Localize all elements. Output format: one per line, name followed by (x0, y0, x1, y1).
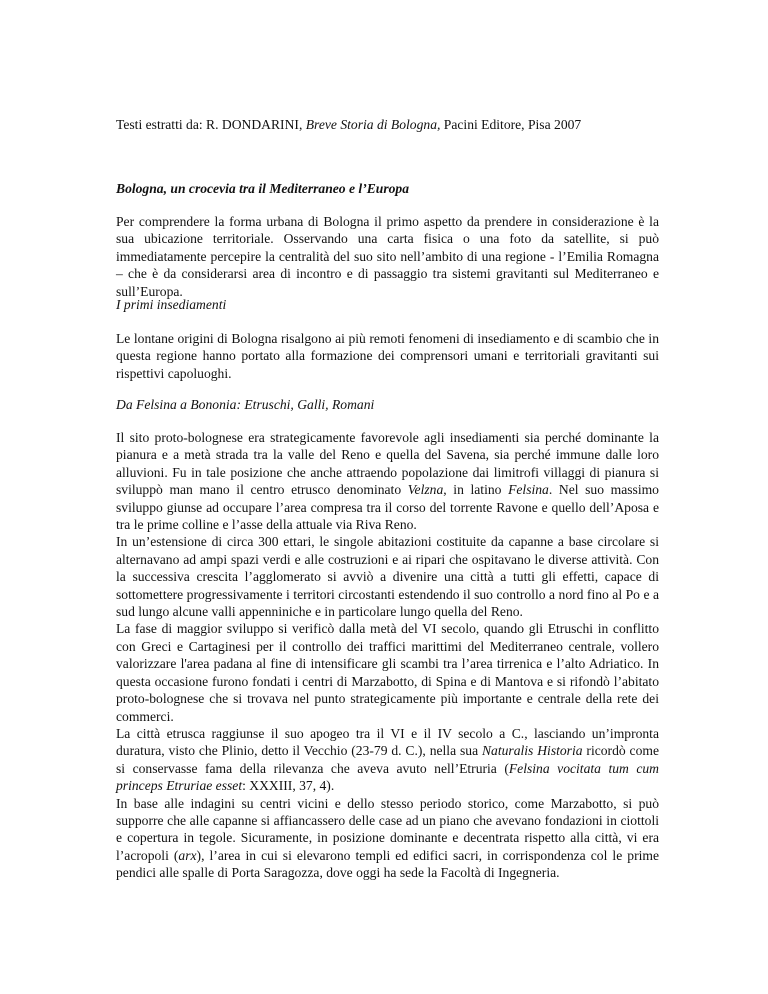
paragraph-sviluppo: La fase di maggior sviluppo si verificò dalla metà del VI secolo, quando gli Etruschi in conflitto con Greci e Cartaginesi per il controllo dei traffici marittimi del Mediterraneo centrale, vollero valorizzare l'area padana al fine di intensificare gli scambi tra l’area tirrenica e l’alto Adriatico. In questa occasione furono fondati i centri di Marzabotto, di Spina e di Mantova e si rifondò l’abitato proto-bolognese che si trovava nel punto strategicamente più importante e centrale della rete dei commerci. (116, 621, 659, 724)
paragraph-indagini (116, 795, 659, 882)
text-run: La città etrusca raggiunse il suo apogeo tra il VI e il IV secolo a C., lasciando un’impronta duratura, visto che Plinio, detto il Vecchio (23-79 d. C.), nella sua (116, 725, 659, 759)
paragraph-apogeo (116, 725, 659, 795)
author-surname: ONDARINI (231, 117, 299, 132)
section-body-felsina-bononia (116, 429, 659, 882)
text-run: In base alle indagini su centri vicini e dello stesso periodo storico, come Marzabotto, si può supporre che alle capanne si affiancassero delle case ad un piano che avevano fondazioni in ciottoli e copertura in tegole. Sicuramente, in posizione dominante e decentrata rispetto alla città, vi era l’acropoli ( (116, 795, 659, 863)
paragraph-sito (116, 429, 659, 533)
text-run: ricordò come si conservasse fama della rilevanza che aveva avuto nell’Etruria ( (116, 743, 659, 776)
intro-paragraph: Per comprendere la forma urbana di Bologna il primo aspetto da prendere in considerazione è la sua ubicazione territoriale. Osservando una carta fisica o una foto da satellite, si può immediatamente percepire la centralità del suo sito nell’ambito di una regione - l’Emilia Romagna – che è da considerarsi area di incontro e di passaggio tra sistemi gravitanti sul Mediterraneo e sull’Europa. (116, 214, 659, 299)
book-title: Breve Storia di Bologna, (305, 117, 441, 132)
term-arx: arx (178, 847, 197, 863)
section-body-primi-insediamenti: Le lontane origini di Bologna risalgono ai più remoti fenomeni di insediamento e di scambio che in questa regione hanno portato alla formazione dei comprensori umani e territoriali gravitanti sui rispettivi capoluoghi. (116, 331, 659, 381)
citation-separator: , (298, 117, 306, 132)
text-run: . Nel suo massimo sviluppo giunse ad occupare l’area compresa tra il corso del torrente Ravone e quello dell’Aposa e tra le prime colline e l’asse della attuale via Riva Reno. (116, 482, 659, 533)
publisher-info: Pacini Editore, Pisa 2007 (440, 117, 582, 132)
term-felsina: Felsina (508, 482, 549, 498)
author-initial: D (221, 117, 232, 132)
citation-prefix: Testi estratti da: R. (116, 117, 222, 132)
text-run: , in latino (443, 482, 509, 498)
latin-quote: Felsina vocitata tum cum princeps Etruriae esset (116, 760, 659, 794)
text-run: Il sito proto-bolognese era strategicamente favorevole agli insediamenti sia perché dominante la pianura e a metà strada tra la valle del Reno e quella del Savena, sia perché immune dalle loro alluvioni. Fu in tale posizione che anche attraendo popolazione dai limitrofi villaggi di pianura si sviluppò man mano il centro etrusco denominato (116, 430, 659, 498)
section-title-primi-insediamenti: I primi insediamenti (116, 297, 227, 312)
term-velzna: Velzna (407, 482, 444, 498)
term-naturalis-historia: Naturalis Historia (481, 743, 583, 759)
main-title: Bologna, un crocevia tra il Mediterraneo e l’Europa (116, 181, 410, 196)
paragraph-estensione: In un’estensione di circa 300 ettari, le singole abitazioni costituite da capanne a base circolare si alternavano ad ampi spazi verdi e alle costruzioni e ai ripari che ospitavano le diverse attività. Con la successiva crescita l’agglomerato si avviò a divenire una città a tutti gli effetti, capace di sottomettere progressivamente i territori circostanti estendendo il suo controllo a nord fino al Po e a sud lungo alcune valli appenniniche e in particolare lungo quella del Reno. (116, 534, 659, 620)
text-run: ), l’area in cui si elevarono templi ed edifici sacri, in corrispondenza col le prime pendici alle spalle di Porta Saragozza, dove oggi ha sede la Facoltà di Ingegneria. (116, 847, 659, 881)
text-run: : XXXIII, 37, 4). (242, 778, 335, 794)
section-title-felsina-bononia: Da Felsina a Bononia: Etruschi, Galli, Romani (116, 397, 375, 412)
source-citation (116, 116, 676, 133)
